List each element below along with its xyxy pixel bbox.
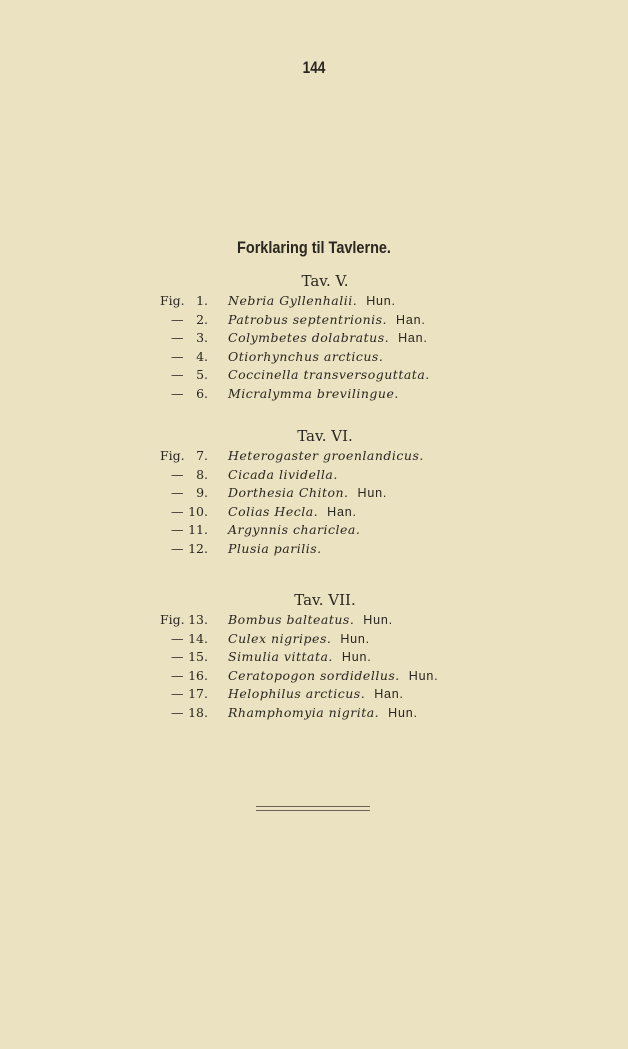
figure-number: 14. xyxy=(188,630,208,646)
figure-entry xyxy=(0,292,628,311)
figure-number: 4. xyxy=(196,348,208,364)
figure-entry xyxy=(0,366,628,385)
figure-entry xyxy=(0,385,628,404)
sex-label: Han. xyxy=(327,504,357,519)
double-rule-bottom xyxy=(256,810,370,811)
species-name-text: Plusia parilis. xyxy=(228,540,322,556)
figure-prefix: — xyxy=(171,466,184,482)
species-name-text: Heterogaster groenlandicus. xyxy=(228,448,424,463)
sex-label: Hun. xyxy=(340,631,370,646)
figure-number: 17. xyxy=(188,686,208,702)
sex-label: Hun. xyxy=(366,294,396,308)
figure-number: 9. xyxy=(196,485,208,501)
species-name-text: Colymbetes dolabratus. xyxy=(228,330,390,346)
species-name xyxy=(228,704,418,723)
figure-entry xyxy=(0,447,628,466)
species-name-text: Culex nigripes. xyxy=(228,630,332,646)
sex-label: Hun. xyxy=(357,486,388,501)
sex-label: Han. xyxy=(398,331,428,346)
species-name xyxy=(228,466,338,485)
species-name-text: Nebria Gyllenhalii. xyxy=(228,293,358,308)
figure-entry xyxy=(0,521,628,540)
species-name xyxy=(228,311,426,330)
species-name-text: Ceratopogon sordidellus. xyxy=(228,667,400,683)
page-title: Forklaring til Tavlerne. xyxy=(237,238,391,257)
figure-prefix: — xyxy=(171,667,184,683)
species-name-text: Micralymma brevilingue. xyxy=(228,385,399,401)
figure-number: 1. xyxy=(196,293,208,308)
species-name xyxy=(228,648,372,667)
species-name xyxy=(228,484,387,503)
figure-prefix: — xyxy=(171,704,184,720)
figure-entry xyxy=(0,466,628,485)
figure-prefix: — xyxy=(171,630,184,646)
species-name xyxy=(228,447,424,466)
page-number: 144 xyxy=(302,58,326,77)
figure-prefix: — xyxy=(171,311,184,327)
species-name-text: Colias Hecla. xyxy=(228,503,319,519)
figure-number: 18. xyxy=(188,704,208,720)
figure-entry xyxy=(0,611,628,630)
species-name-text: Bombus balteatus. xyxy=(228,612,355,627)
species-name-text: Cicada lividella. xyxy=(228,466,338,482)
figure-entry xyxy=(0,329,628,348)
figure-entry xyxy=(0,503,628,522)
figure-number: 15. xyxy=(188,649,208,665)
figure-number: 10. xyxy=(188,503,208,519)
figure-number: 8. xyxy=(196,466,208,482)
figure-number: 2. xyxy=(196,311,208,327)
species-name xyxy=(228,503,357,522)
figure-prefix: — xyxy=(171,503,184,519)
figure-number: 5. xyxy=(196,367,208,383)
species-name xyxy=(228,685,404,704)
section-tav-vi xyxy=(0,425,628,559)
sex-label: Hun. xyxy=(408,668,439,683)
species-name xyxy=(228,385,399,404)
sex-label: Han. xyxy=(396,312,426,327)
figure-entry xyxy=(0,348,628,367)
species-name-text: Patrobus septentrionis. xyxy=(228,311,388,327)
species-name xyxy=(228,292,396,311)
figure-prefix: — xyxy=(171,330,184,346)
figure-prefix: — xyxy=(171,348,184,364)
figure-number: 11. xyxy=(188,522,208,538)
species-name-text: Helophilus arcticus. xyxy=(228,686,366,702)
figure-prefix: — xyxy=(171,686,184,702)
species-name xyxy=(228,630,370,649)
species-name xyxy=(228,329,428,348)
section-heading: Tav. V. xyxy=(301,272,349,290)
species-name xyxy=(228,667,438,686)
figure-prefix: Fig. xyxy=(160,612,185,627)
sex-label: Hun. xyxy=(388,705,418,720)
species-name xyxy=(228,521,360,540)
species-name-text: Argynnis chariclea. xyxy=(228,522,361,538)
figure-entry xyxy=(0,630,628,649)
species-name xyxy=(228,366,430,385)
figure-prefix: — xyxy=(171,485,184,501)
species-name-text: Otiorhynchus arcticus. xyxy=(228,348,384,364)
species-name-text: Simulia vittata. xyxy=(228,649,333,665)
figure-prefix: — xyxy=(171,540,184,556)
section-heading: Tav. VI. xyxy=(297,427,353,445)
species-name xyxy=(228,348,383,367)
figure-prefix: — xyxy=(171,522,184,538)
figure-entry xyxy=(0,685,628,704)
figure-number: 16. xyxy=(188,667,208,683)
figure-entry xyxy=(0,540,628,559)
figure-number: 13. xyxy=(188,612,208,627)
section-tav-v xyxy=(0,270,628,404)
sex-label: Hun. xyxy=(363,613,393,627)
figure-prefix: — xyxy=(171,385,184,401)
figure-entry xyxy=(0,311,628,330)
figure-prefix: Fig. xyxy=(160,293,185,308)
figure-prefix: Fig. xyxy=(160,448,185,463)
species-name-text: Rhamphomyia nigrita. xyxy=(228,704,380,720)
figure-entry xyxy=(0,704,628,723)
section-heading: Tav. VII. xyxy=(294,591,356,609)
figure-entry xyxy=(0,484,628,503)
figure-number: 3. xyxy=(196,330,208,346)
figure-number: 12. xyxy=(188,540,208,556)
sex-label: Han. xyxy=(374,687,404,702)
figure-number: 7. xyxy=(196,448,208,463)
figure-entry xyxy=(0,667,628,686)
figure-number: 6. xyxy=(196,385,208,401)
species-name-text: Coccinella transversoguttata. xyxy=(228,367,430,383)
figure-entry xyxy=(0,648,628,667)
sex-label: Hun. xyxy=(341,650,372,665)
species-name xyxy=(228,611,393,630)
species-name-text: Dorthesia Chiton. xyxy=(228,485,349,501)
double-rule-top xyxy=(256,806,370,807)
figure-prefix: — xyxy=(171,649,184,665)
figure-prefix: — xyxy=(171,367,184,383)
section-tav-vii xyxy=(0,589,628,723)
species-name xyxy=(228,540,322,559)
